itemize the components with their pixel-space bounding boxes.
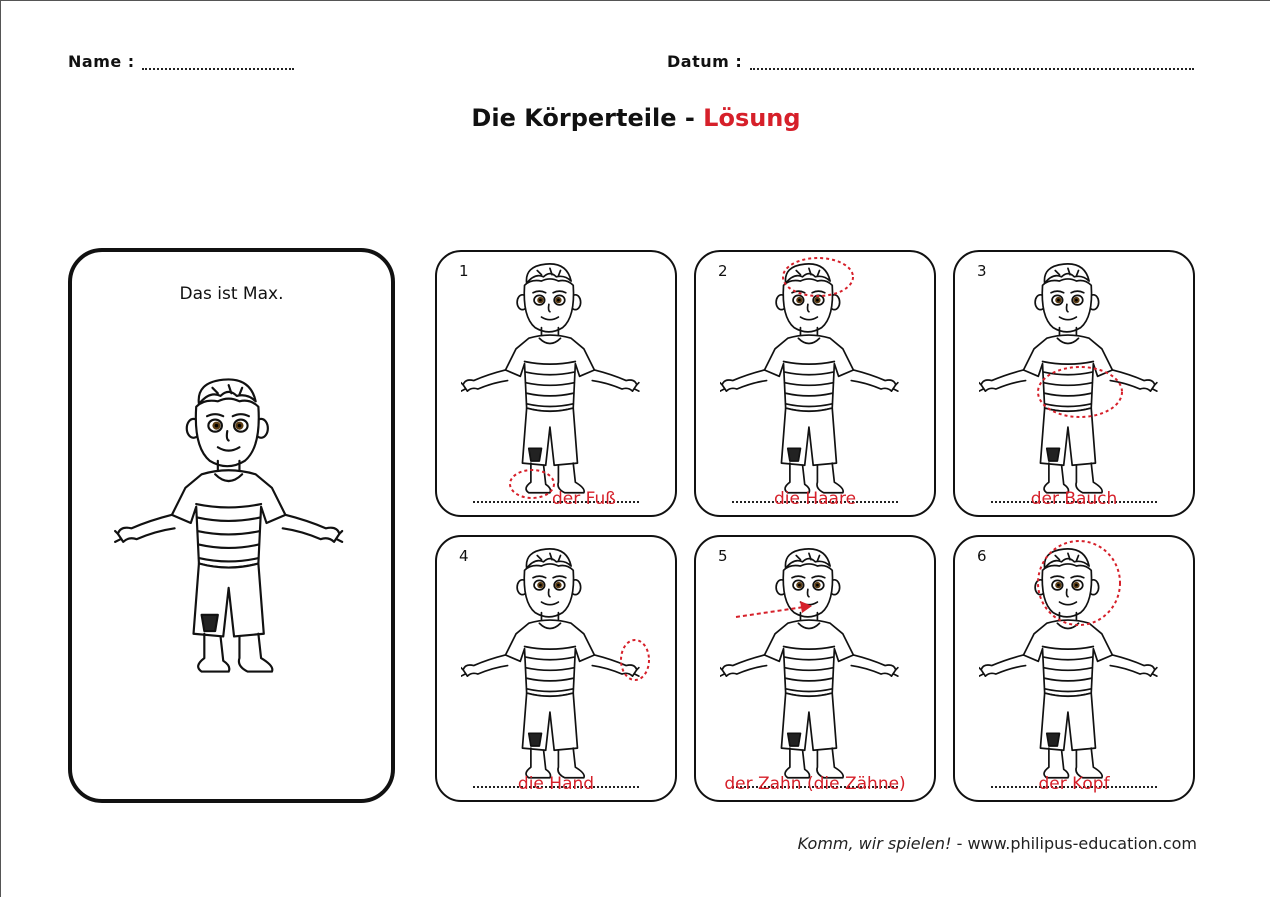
boy-illustration xyxy=(461,262,641,497)
hand-highlight-circle xyxy=(617,637,653,683)
card-5 xyxy=(694,535,936,802)
head-highlight-circle xyxy=(1033,537,1125,629)
footer-slogan: Komm, wir spielen! xyxy=(797,834,952,853)
card-answer: der Kopf xyxy=(1038,774,1110,794)
card-number: 2 xyxy=(718,262,728,280)
date-label: Datum : xyxy=(667,52,743,71)
page-title xyxy=(0,104,1272,132)
card-answer: die Hand xyxy=(517,774,595,794)
card-6 xyxy=(953,535,1195,802)
hair-highlight-circle xyxy=(780,255,856,299)
belly-highlight-circle xyxy=(1035,364,1125,420)
card-number: 1 xyxy=(459,262,469,280)
card-answer: die Haare xyxy=(773,489,857,509)
card-4 xyxy=(435,535,677,802)
card-1 xyxy=(435,250,677,517)
name-label: Name : xyxy=(68,52,135,71)
tooth-pointer-arrow xyxy=(732,595,818,625)
card-2 xyxy=(694,250,936,517)
intro-card xyxy=(68,248,395,803)
boy-illustration xyxy=(100,377,360,677)
card-answer: der Fuß xyxy=(552,489,616,509)
card-answer: der Zahn (die Zähne) xyxy=(724,774,906,794)
name-field[interactable] xyxy=(142,68,294,70)
footer-website[interactable]: - www.philipus-education.com xyxy=(956,834,1197,853)
card-number: 3 xyxy=(977,262,987,280)
title-main: Die Körperteile - xyxy=(471,104,695,132)
date-field[interactable] xyxy=(750,68,1194,70)
boy-illustration xyxy=(461,547,641,782)
footer xyxy=(798,834,1197,853)
card-number: 4 xyxy=(459,547,469,565)
card-answer: der Bauch xyxy=(1030,489,1118,509)
title-highlight: Lösung xyxy=(703,104,801,132)
boy-illustration xyxy=(720,547,900,782)
intro-caption: Das ist Max. xyxy=(179,284,284,304)
card-number: 6 xyxy=(977,547,987,565)
card-number: 5 xyxy=(718,547,728,565)
card-3 xyxy=(953,250,1195,517)
